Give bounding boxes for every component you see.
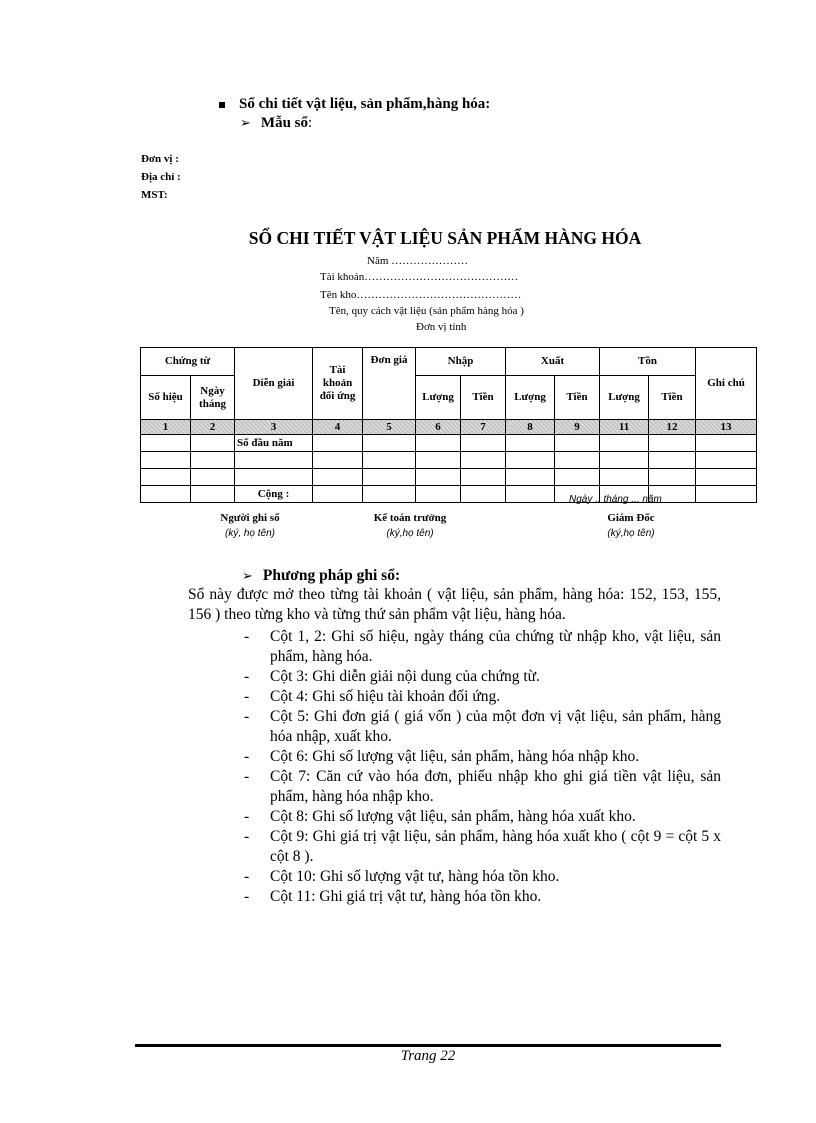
table-row <box>141 435 757 452</box>
signature-block <box>340 512 480 539</box>
cong-cell: Cộng : <box>235 486 313 503</box>
column-instructions-list <box>240 627 721 907</box>
table-row <box>141 486 757 503</box>
column-number: 6 <box>416 420 461 435</box>
header-xuat-tien: Tiền <box>555 376 600 420</box>
date-line: Ngày .. tháng ... năm <box>569 494 662 505</box>
square-bullet-icon <box>219 102 225 108</box>
table-row <box>141 469 757 486</box>
header-ton: Tồn <box>600 348 696 376</box>
column-number: 2 <box>191 420 235 435</box>
header-dien-giai: Diễn giải <box>235 348 313 420</box>
ledger-title: SỔ CHI TIẾT VẬT LIỆU SẢN PHẨM HÀNG HÓA <box>248 228 642 248</box>
column-number: 8 <box>506 420 555 435</box>
column-number: 11 <box>600 420 649 435</box>
ledger-table <box>140 347 757 503</box>
header-xuat-luong: Lượng <box>506 376 555 420</box>
list-item: - Cột 10: Ghi số lượng vật tư, hàng hóa tồn kho. <box>244 868 560 885</box>
material-spec-line: Tên, quy cách vật liệu (sản phẩm hàng hóa ) <box>329 305 524 317</box>
section-heading: Sổ chi tiết vật liệu, sản phẩm,hàng hóa: <box>219 96 490 113</box>
arrow-bullet-icon: ➢ <box>242 569 253 584</box>
header-xuat: Xuất <box>506 348 600 376</box>
list-item: - Cột 11: Ghi giá trị vật tư, hàng hóa tồn kho. <box>244 888 542 905</box>
footer-divider <box>135 1044 721 1047</box>
signature-block <box>561 512 701 539</box>
list-item: - Cột 9: Ghi giá trị vật liệu, sản phẩm, hàng hóa xuất kho ( cột 9 = cột 5 x cột 8 ). <box>244 828 721 865</box>
header-so-hieu: Số hiệu <box>141 376 191 420</box>
so-dau-nam-cell: Số đầu năm <box>235 435 313 452</box>
list-item: - Cột 1, 2: Ghi số hiệu, ngày tháng của chứng từ nhập kho, vật liệu, sản phẩm, hàng hóa. <box>244 628 721 665</box>
signature-block <box>180 512 320 539</box>
list-item: - Cột 7: Căn cứ vào hóa đơn, phiếu nhập kho ghi giá tiền vật liệu, sản phẩm, hàng hóa nhập kho. <box>244 768 721 805</box>
column-number: 7 <box>461 420 506 435</box>
signature-note: (ký, họ tên) <box>224 528 276 539</box>
column-number: 9 <box>555 420 600 435</box>
signature-role: Giám Đốc <box>607 512 655 524</box>
arrow-bullet-icon: ➢ <box>240 116 251 131</box>
method-heading: ➢ Phương pháp ghi sổ: <box>242 567 401 584</box>
list-item: - Cột 6: Ghi số lượng vật liệu, sản phẩm, hàng hóa nhập kho. <box>244 748 640 765</box>
method-paragraph: Sổ này được mở theo từng tài khoản ( vật liệu, sản phẩm, hàng hóa: 152, 153, 155, 156 ) theo từng kho và từng thứ sản phẩm vật liệu, hàng hóa. <box>188 586 721 623</box>
don-vi-label: Đơn vị : <box>141 153 179 165</box>
column-number: 3 <box>235 420 313 435</box>
column-number: 13 <box>696 420 757 435</box>
header-nhap: Nhập <box>416 348 506 376</box>
column-number: 5 <box>363 420 416 435</box>
header-nhap-tien: Tiền <box>461 376 506 420</box>
header-ton-tien: Tiền <box>649 376 696 420</box>
year-line: Năm ………………… <box>367 255 469 267</box>
column-number: 1 <box>141 420 191 435</box>
header-chung-tu: Chứng từ <box>141 348 235 376</box>
column-number: 12 <box>649 420 696 435</box>
dia-chi-label: Địa chỉ : <box>141 171 181 183</box>
mst-label: MST: <box>141 189 168 201</box>
list-item: - Cột 4: Ghi số hiệu tài khoản đối ứng. <box>244 688 501 705</box>
header-ton-luong: Lượng <box>600 376 649 420</box>
list-item: - Cột 3: Ghi diễn giải nội dung của chứng từ. <box>244 668 540 685</box>
signature-note: (ký,họ tên) <box>607 528 655 539</box>
header-nhap-luong: Lượng <box>416 376 461 420</box>
unit-of-measure-line: Đơn vị tính <box>416 321 467 333</box>
header-ghi-chu: Ghi chú <box>696 348 757 420</box>
list-item: - Cột 5: Ghi đơn giá ( giá vốn ) của một đơn vị vật liệu, sản phẩm, hàng hóa nhập, xuất kho. <box>244 708 721 745</box>
sub-heading: ➢ Mẫu sổ: <box>240 115 313 131</box>
table-row <box>141 452 757 469</box>
column-number: 4 <box>313 420 363 435</box>
header-ngay-thang: Ngày tháng <box>191 376 235 420</box>
list-item: - Cột 8: Ghi số lượng vật liệu, sản phẩm, hàng hóa xuất kho. <box>244 808 636 825</box>
header-tai-khoan-doi-ung: Tài khoản đối ứng <box>313 348 363 420</box>
account-line: Tài khoản…………………………………… <box>320 271 519 283</box>
page-number: Trang 22 <box>400 1048 456 1064</box>
signature-note: (ký,họ tên) <box>386 528 434 539</box>
header-don-gia: Đơn giá <box>363 348 416 420</box>
column-number-row <box>141 420 757 435</box>
signature-role: Người ghi sổ <box>220 512 280 524</box>
warehouse-line: Tên kho……………………………………… <box>320 289 522 301</box>
signature-role: Kế toán trưởng <box>373 512 447 524</box>
